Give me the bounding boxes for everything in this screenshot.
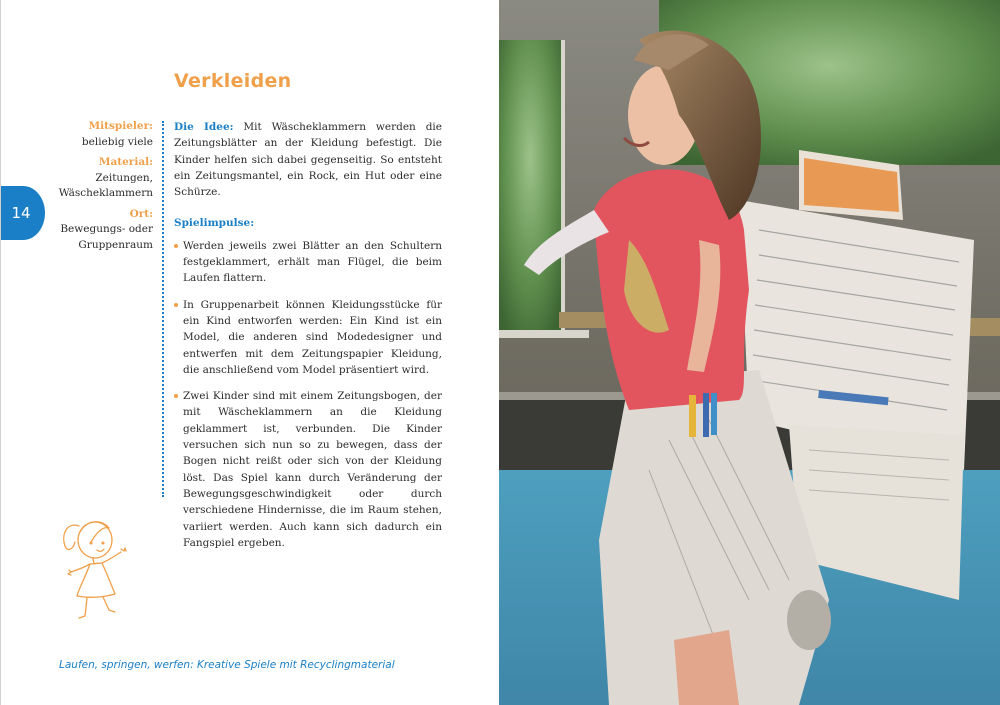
bullet-text: Zwei Kinder sind mit einem Zeitungsbogen, der mit Wäscheklammern an die Kleidung geklammert ist, verbunden. Die Kinder versuchen sich nun so zu bewegen, dass der Bogen nicht reißt oder sich von der Kleidung löst. Das Spiel kann durch Veränderung der Bewegungsgeschwindigkeit oder durch verschiedene Hindernisse, die im Raum stehen, variiert werden. Auch kann sich dadurch ein Fangspiel ergeben. — [183, 390, 442, 549]
info-value: Zeitungen, Wäscheklammern — [58, 171, 153, 199]
info-label: Ort: — [129, 207, 153, 220]
intro-paragraph — [174, 119, 442, 200]
bullet-text: Werden jeweils zwei Blätter an den Schultern festgeklammert, erhält man Flügel, die beim Laufen flattern. — [183, 239, 442, 285]
girl-drawing-icon — [57, 512, 141, 622]
info-value: Bewegungs- oder Gruppenraum — [60, 223, 153, 251]
bullet-item — [174, 388, 442, 551]
page-number-badge — [1, 186, 45, 240]
photo-girl-newspaper-costume — [499, 0, 1000, 705]
intro-label: Die Idee: — [174, 121, 234, 133]
bullet-dot-icon — [174, 394, 178, 398]
page-title: Verkleiden — [174, 70, 292, 92]
bullet-item — [174, 238, 442, 287]
main-text — [174, 119, 442, 561]
info-label: Mitspieler: — [88, 120, 153, 132]
game-info-sidebar — [41, 119, 153, 258]
dotted-divider — [162, 121, 164, 497]
bullet-text: In Gruppenarbeit können Kleidungsstücke für ein Kind entworfen werden: Ein Kind ist ein Model, die anderen sind Modedesigner und entwerfen mit dem Zeitungspapier Kleidung, die anschließend vom Model präsentiert wird. — [183, 298, 442, 376]
bullet-dot-icon — [174, 244, 178, 248]
intro-text: Mit Wäscheklammern werden die Zeitungsblätter an der Kleidung befestigt. Die Kinder helfen sich dabei gegenseitig. So entsteht ein Zeitungsmantel, ein Rock, ein Hut oder eine Schürze. — [174, 121, 443, 199]
info-item-players — [41, 119, 153, 150]
section-heading: Spielimpulse: — [174, 217, 255, 230]
left-page — [0, 0, 499, 705]
info-item-material — [41, 155, 153, 202]
info-item-location — [41, 207, 153, 254]
bullet-dot-icon — [174, 303, 178, 307]
info-value: beliebig viele — [81, 135, 153, 148]
bullet-item — [174, 297, 442, 378]
book-footer: Laufen, springen, werfen: Kreative Spiele mit Recyclingmaterial — [59, 659, 395, 671]
info-label: Material: — [98, 156, 153, 168]
page-number: 14 — [11, 204, 31, 222]
